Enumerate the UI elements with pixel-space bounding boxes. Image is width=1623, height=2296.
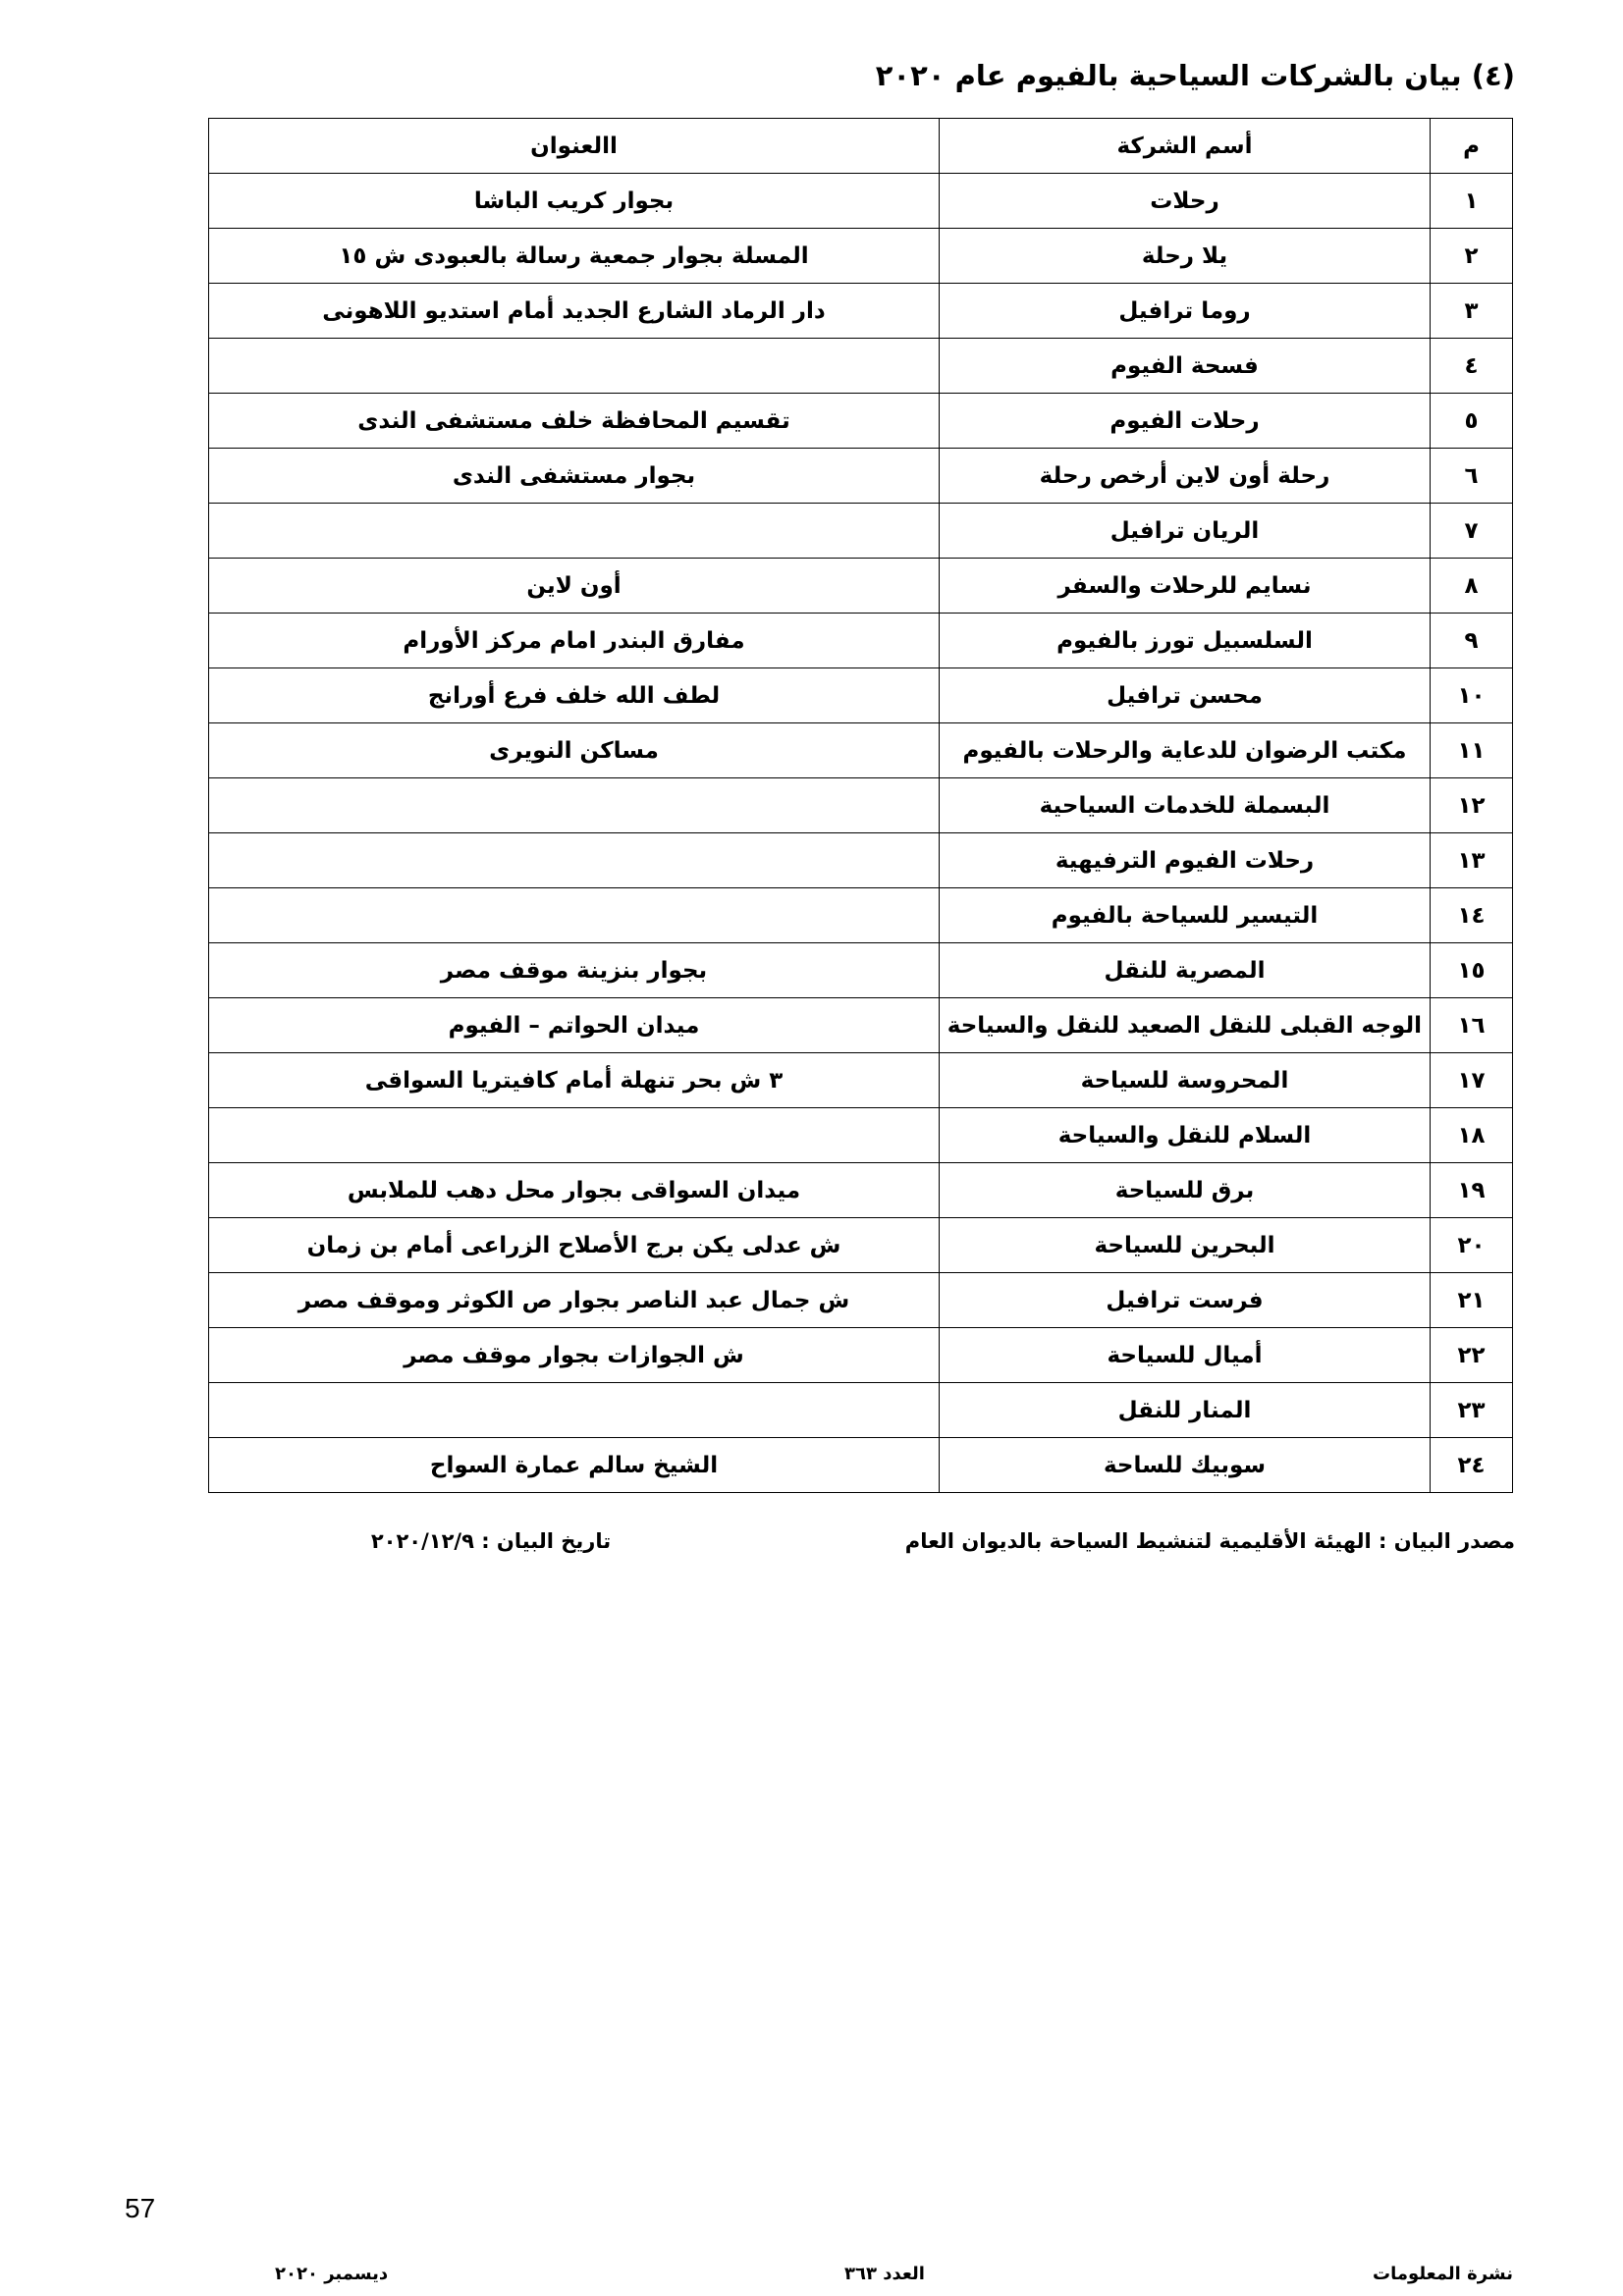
company-name: رحلات الفيوم الترفيهية (940, 833, 1431, 888)
company-name: رحلات الفيوم (940, 394, 1431, 449)
table-row (209, 559, 1513, 614)
data-date: تاريخ البيان : ٢٠٢٠/١٢/٩ (370, 1529, 612, 1553)
company-address: ميدان الحواتم – الفيوم (209, 998, 940, 1053)
company-address: ٣ ش بحر تنهلة أمام كافيتريا السواقى (209, 1053, 940, 1108)
table-row (209, 394, 1513, 449)
row-number: ٢١ (1431, 1273, 1513, 1328)
company-address: الشيخ سالم عمارة السواح (209, 1438, 940, 1493)
row-number: ١٥ (1431, 943, 1513, 998)
table-row (209, 833, 1513, 888)
company-address: ش الجوازات بجوار موقف مصر (209, 1328, 940, 1383)
company-address: مفارق البندر امام مركز الأورام (209, 614, 940, 668)
company-name: الوجه القبلى للنقل الصعيد للنقل والسياحة (940, 998, 1431, 1053)
company-name: روما ترافيل (940, 284, 1431, 339)
company-name: المحروسة للسياحة (940, 1053, 1431, 1108)
row-number: ٦ (1431, 449, 1513, 504)
row-number: ٢٢ (1431, 1328, 1513, 1383)
company-name: رحلة أون لاين أرخص رحلة (940, 449, 1431, 504)
table-row (209, 1218, 1513, 1273)
company-address: ميدان السواقى بجوار محل دهب للملابس (209, 1163, 940, 1218)
page-title: (٤) بيان بالشركات السياحية بالفيوم عام ٢٠٢٠ (875, 59, 1515, 92)
company-address: تقسيم المحافظة خلف مستشفى الندى (209, 394, 940, 449)
company-name: نسايم للرحلات والسفر (940, 559, 1431, 614)
row-number: ٣ (1431, 284, 1513, 339)
table-row (209, 668, 1513, 723)
table-row (209, 449, 1513, 504)
header-num: م (1431, 119, 1513, 174)
table-row (209, 1163, 1513, 1218)
table-row (209, 1108, 1513, 1163)
table-body (209, 174, 1513, 1493)
row-number: ١٩ (1431, 1163, 1513, 1218)
row-number: ٢ (1431, 229, 1513, 284)
company-address (209, 1383, 940, 1438)
table-row (209, 1328, 1513, 1383)
table-row (209, 778, 1513, 833)
company-address: لطف الله خلف فرع أورانج (209, 668, 940, 723)
company-address: ش جمال عبد الناصر بجوار ص الكوثر وموقف مصر (209, 1273, 940, 1328)
table-row (209, 339, 1513, 394)
row-number: ١٨ (1431, 1108, 1513, 1163)
footer-month: ديسمبر ٢٠٢٠ (275, 2264, 389, 2284)
table-row (209, 998, 1513, 1053)
table-row (209, 943, 1513, 998)
table-row (209, 1383, 1513, 1438)
company-address: أون لاين (209, 559, 940, 614)
company-address (209, 1108, 940, 1163)
row-number: ١٢ (1431, 778, 1513, 833)
row-number: ١ (1431, 174, 1513, 229)
page-number: 57 (125, 2193, 156, 2223)
row-number: ٧ (1431, 504, 1513, 559)
footer-issue: العدد ٣٦٣ (844, 2264, 925, 2284)
company-name: فسحة الفيوم (940, 339, 1431, 394)
companies-table (208, 118, 1513, 1493)
row-number: ٢٣ (1431, 1383, 1513, 1438)
table-row (209, 229, 1513, 284)
company-name: المصرية للنقل (940, 943, 1431, 998)
company-address: المسلة بجوار جمعية رسالة بالعبودى ش ١٥ (209, 229, 940, 284)
company-address: ش عدلى يكن برج الأصلاح الزراعى أمام بن زمان (209, 1218, 940, 1273)
header-address: االعنوان (209, 119, 940, 174)
company-address (209, 833, 940, 888)
data-source: مصدر البيان : الهيئة الأقليمية لتنشيط السياحة بالديوان العام (904, 1529, 1515, 1553)
table-row (209, 1053, 1513, 1108)
company-address: دار الرماد الشارع الجديد أمام استديو اللاهونى (209, 284, 940, 339)
row-number: ١١ (1431, 723, 1513, 778)
company-name: التيسير للسياحة بالفيوم (940, 888, 1431, 943)
company-address (209, 778, 940, 833)
table-header-row (209, 119, 1513, 174)
company-name: برق للسياحة (940, 1163, 1431, 1218)
company-address (209, 504, 940, 559)
company-name: السلسبيل تورز بالفيوم (940, 614, 1431, 668)
footer-publication: نشرة المعلومات (1373, 2264, 1513, 2284)
table-row (209, 1273, 1513, 1328)
company-name: يلا رحلة (940, 229, 1431, 284)
company-address: بجوار مستشفى الندى (209, 449, 940, 504)
company-name: رحلات (940, 174, 1431, 229)
table-row (209, 504, 1513, 559)
row-number: ٩ (1431, 614, 1513, 668)
table-row (209, 614, 1513, 668)
company-name: البسملة للخدمات السياحية (940, 778, 1431, 833)
company-name: السلام للنقل والسياحة (940, 1108, 1431, 1163)
row-number: ١٣ (1431, 833, 1513, 888)
company-address (209, 339, 940, 394)
company-address: بجوار كريب الباشا (209, 174, 940, 229)
table-row (209, 888, 1513, 943)
company-name: البحرين للسياحة (940, 1218, 1431, 1273)
company-name: فرست ترافيل (940, 1273, 1431, 1328)
row-number: ١٦ (1431, 998, 1513, 1053)
company-name: الريان ترافيل (940, 504, 1431, 559)
row-number: ٤ (1431, 339, 1513, 394)
row-number: ٨ (1431, 559, 1513, 614)
table-row (209, 1438, 1513, 1493)
company-name: أميال للسياحة (940, 1328, 1431, 1383)
company-name: مكتب الرضوان للدعاية والرحلات بالفيوم (940, 723, 1431, 778)
company-address: مساكن النويرى (209, 723, 940, 778)
header-name: أسم الشركة (940, 119, 1431, 174)
table-row (209, 284, 1513, 339)
table-row (209, 723, 1513, 778)
company-name: سوبيك للساحة (940, 1438, 1431, 1493)
company-address (209, 888, 940, 943)
company-name: المنار للنقل (940, 1383, 1431, 1438)
row-number: ٥ (1431, 394, 1513, 449)
table-row (209, 174, 1513, 229)
row-number: ٢٠ (1431, 1218, 1513, 1273)
company-address: بجوار بنزينة موقف مصر (209, 943, 940, 998)
row-number: ١٧ (1431, 1053, 1513, 1108)
company-name: محسن ترافيل (940, 668, 1431, 723)
row-number: ٢٤ (1431, 1438, 1513, 1493)
row-number: ١٤ (1431, 888, 1513, 943)
row-number: ١٠ (1431, 668, 1513, 723)
